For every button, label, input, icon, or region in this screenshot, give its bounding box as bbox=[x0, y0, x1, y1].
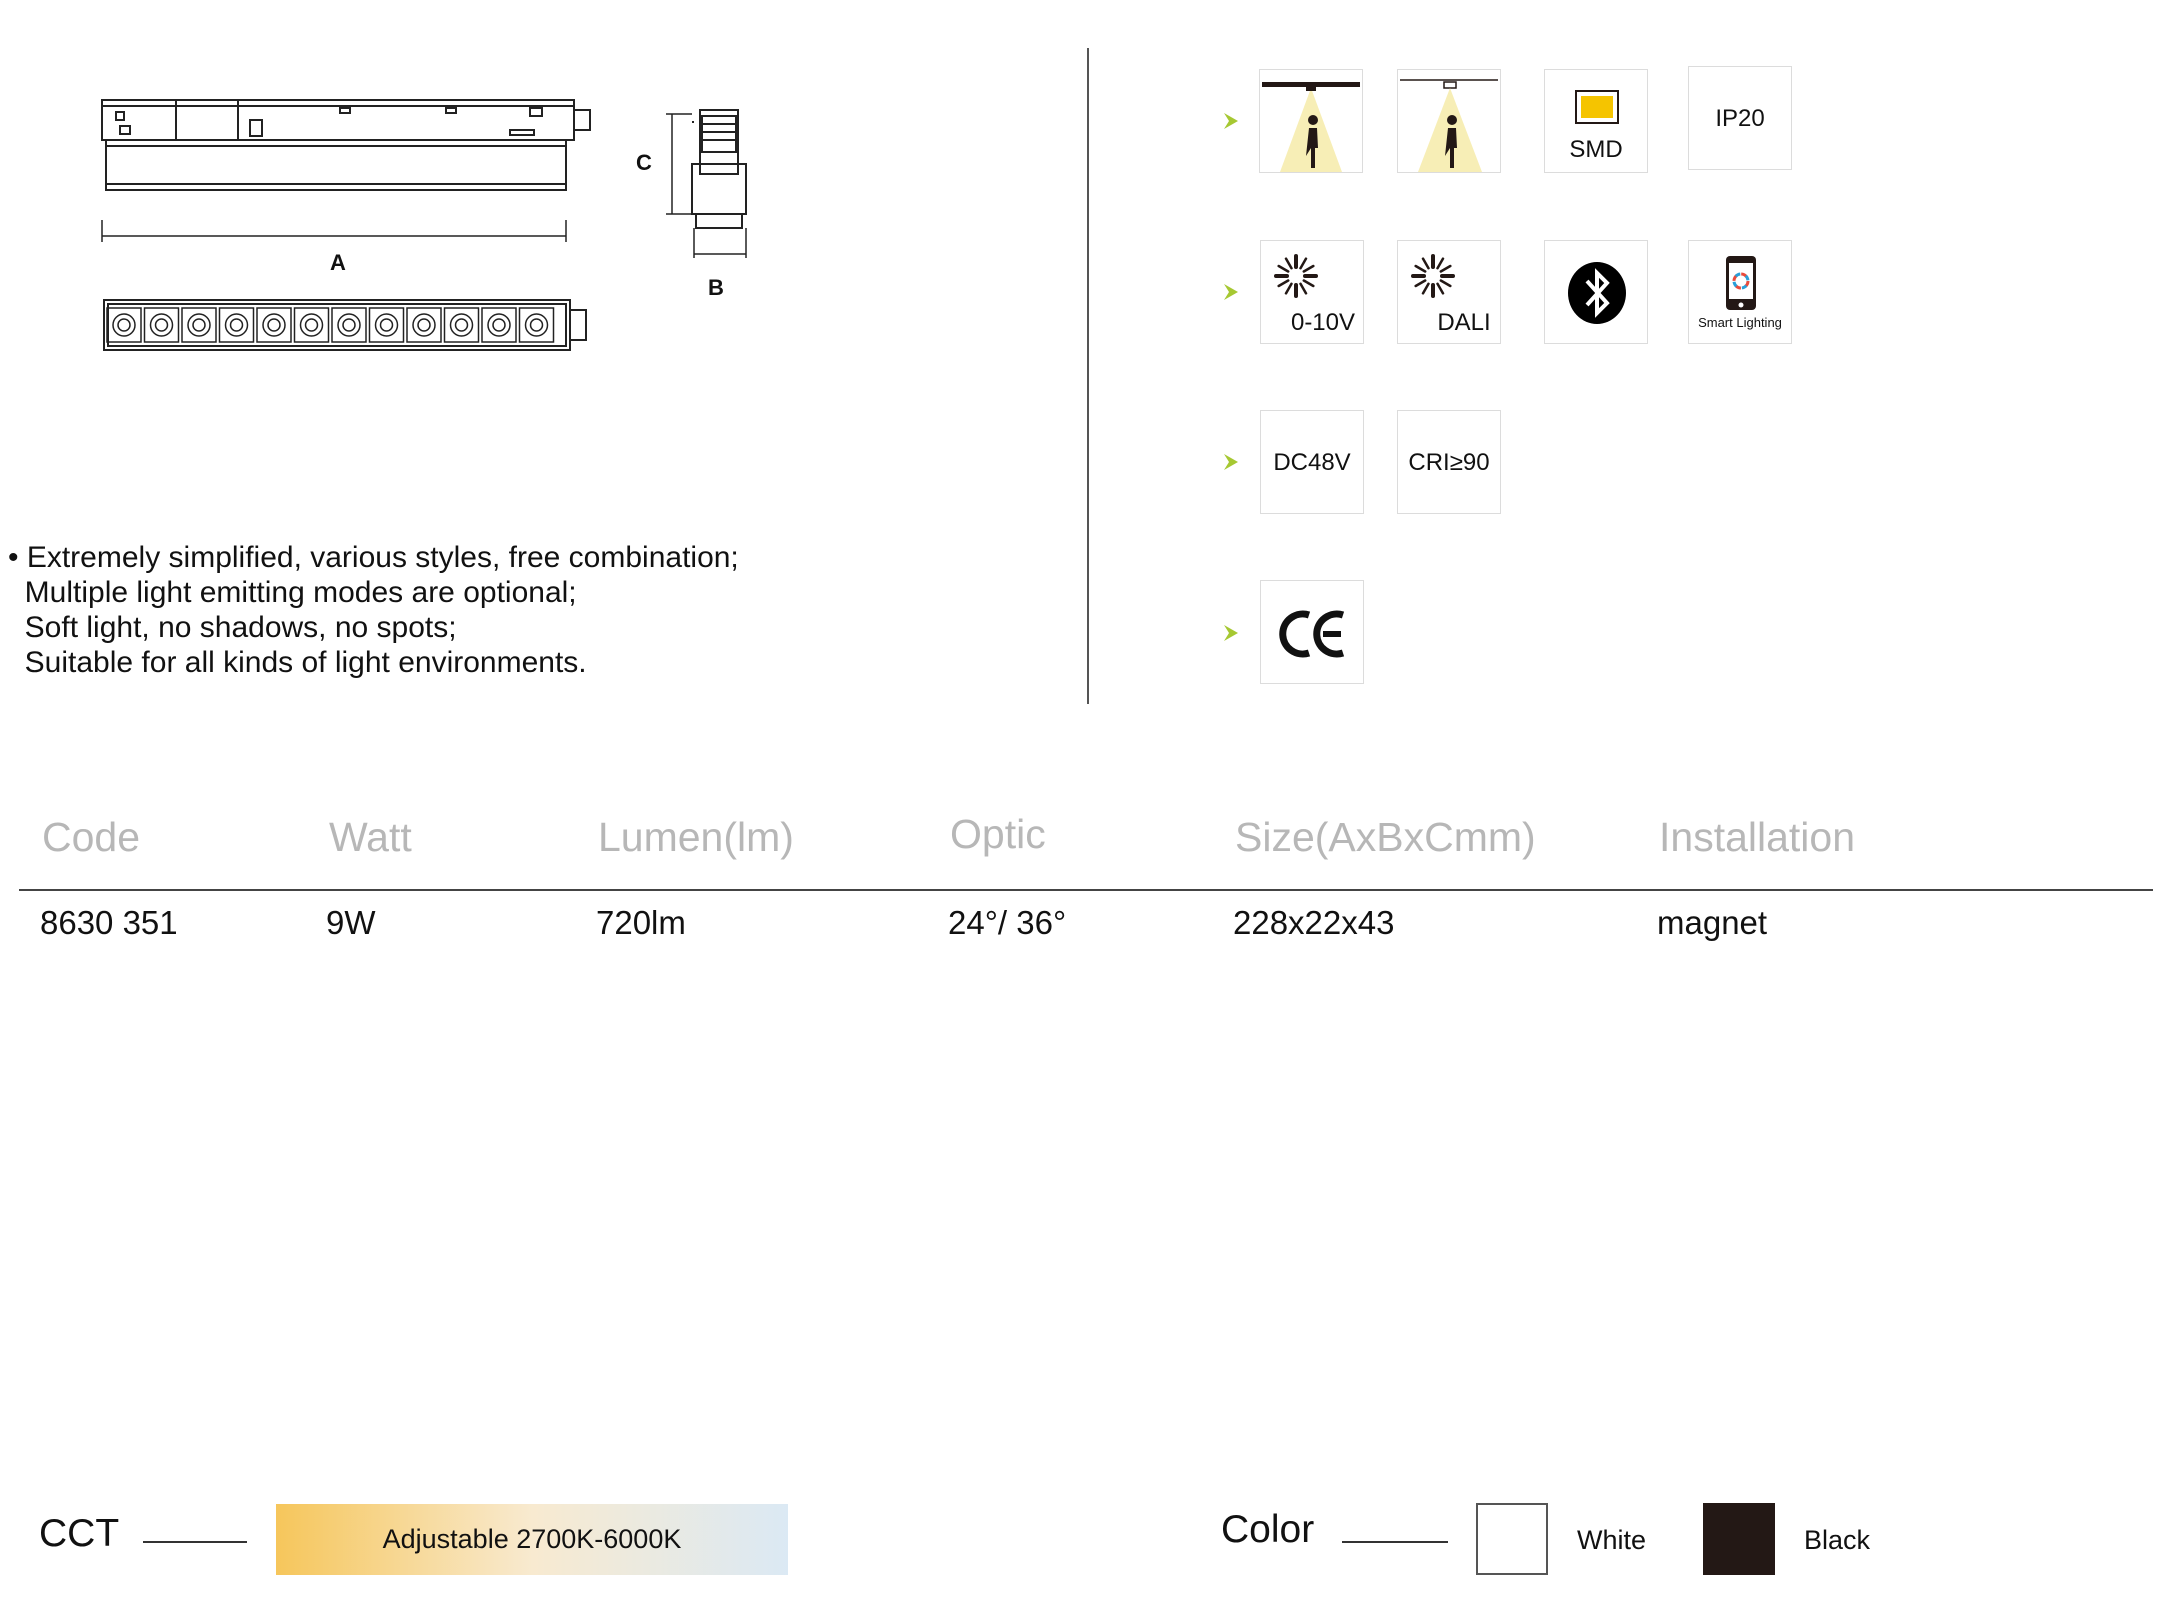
cell-installation: magnet bbox=[1657, 904, 1768, 941]
row-arrow-icon bbox=[1222, 282, 1240, 302]
spinner-tick bbox=[1301, 259, 1307, 269]
spinner-tick bbox=[1438, 259, 1444, 269]
spinner-tick bbox=[1286, 284, 1292, 294]
lens-ring bbox=[301, 314, 323, 336]
spinner-tick bbox=[1279, 281, 1289, 287]
dimension-b bbox=[694, 228, 746, 258]
dimmer-spinner-icon bbox=[1408, 251, 1458, 301]
voltage-icon bbox=[1260, 410, 1364, 514]
lens-cell bbox=[182, 308, 216, 342]
side-view bbox=[102, 100, 590, 190]
spinner-tick bbox=[1304, 281, 1314, 287]
spinner-tick bbox=[1279, 266, 1289, 272]
lens-ring bbox=[493, 319, 505, 331]
lens-ring bbox=[193, 319, 205, 331]
dimmer-0-10v-label: 0-10V bbox=[1290, 309, 1356, 336]
bluetooth-icon bbox=[1544, 240, 1648, 344]
lens-ring bbox=[418, 319, 430, 331]
dimmer-0-10v-icon bbox=[1260, 240, 1364, 344]
end-view bbox=[692, 110, 746, 228]
spinner-tick bbox=[1304, 266, 1314, 272]
color-name-white: White bbox=[1577, 1525, 1647, 1555]
spinner-tick bbox=[1416, 266, 1426, 272]
lens-ring bbox=[526, 314, 548, 336]
lens-ring bbox=[376, 314, 398, 336]
dimension-a bbox=[102, 220, 566, 242]
dimmer-dali-icon bbox=[1397, 240, 1501, 344]
lens-cell bbox=[520, 308, 554, 342]
lens-cell bbox=[332, 308, 366, 342]
lens-ring bbox=[488, 314, 510, 336]
ip-rating-icon bbox=[1688, 66, 1792, 170]
spinner-tick bbox=[1441, 281, 1451, 287]
color-swatch-black bbox=[1703, 1503, 1775, 1575]
product-technical-drawing bbox=[90, 90, 770, 360]
lens-ring bbox=[118, 319, 130, 331]
lens-ring bbox=[226, 314, 248, 336]
ip-rating-label: IP20 bbox=[1715, 105, 1765, 132]
color-swatch-white bbox=[1476, 1503, 1548, 1575]
lens-ring bbox=[263, 314, 285, 336]
spinner-tick bbox=[1423, 259, 1429, 269]
spinner-tick bbox=[1438, 284, 1444, 294]
smart-lighting-label: Smart Lighting bbox=[1698, 315, 1782, 330]
lens-cell bbox=[370, 308, 404, 342]
spinner-tick bbox=[1423, 284, 1429, 294]
spinner-tick bbox=[1301, 284, 1307, 294]
smart-lighting-icon bbox=[1688, 240, 1792, 344]
feature-line: Suitable for all kinds of light environments. bbox=[8, 646, 587, 679]
lens-cell bbox=[407, 308, 441, 342]
row-arrow-icon bbox=[1222, 623, 1240, 643]
dimension-b-label: B bbox=[708, 275, 724, 300]
lens-ring bbox=[231, 319, 243, 331]
row-arrow-icon bbox=[1222, 452, 1240, 472]
cell-code: 8630 351 bbox=[40, 904, 178, 941]
feature-line: Multiple light emitting modes are optional; bbox=[8, 576, 577, 609]
cct-value: Adjustable 2700K-6000K bbox=[382, 1524, 682, 1554]
dimmer-dali-label: DALI bbox=[1437, 309, 1491, 336]
track-light-icon bbox=[1259, 69, 1363, 173]
smd-label: SMD bbox=[1569, 136, 1623, 163]
cell-watt: 9W bbox=[326, 904, 376, 941]
lens-ring bbox=[268, 319, 280, 331]
column-header-lumen: Lumen(lm) bbox=[598, 814, 794, 860]
spinner-tick bbox=[1441, 266, 1451, 272]
column-header-optic: Optic bbox=[950, 811, 1046, 857]
vertical-divider bbox=[1087, 48, 1089, 704]
lens-cell bbox=[445, 308, 479, 342]
color-label: Color bbox=[1221, 1508, 1315, 1551]
ce-mark-icon bbox=[1260, 580, 1364, 684]
feature-description bbox=[8, 540, 739, 680]
lens-ring bbox=[156, 319, 168, 331]
lens-ring bbox=[306, 319, 318, 331]
cri-icon bbox=[1397, 410, 1501, 514]
cct-label: CCT bbox=[39, 1512, 120, 1555]
spinner-tick bbox=[1286, 259, 1292, 269]
feature-line: • Extremely simplified, various styles, free combination; bbox=[8, 541, 739, 574]
smd-chip-icon bbox=[1544, 69, 1648, 173]
cell-lumen: 720lm bbox=[596, 904, 686, 941]
lens-ring bbox=[343, 319, 355, 331]
surface-light-icon bbox=[1397, 69, 1501, 173]
lens-ring bbox=[413, 314, 435, 336]
lens-ring bbox=[381, 319, 393, 331]
dimmer-spinner-icon bbox=[1271, 251, 1321, 301]
feature-line: Soft light, no shadows, no spots; bbox=[8, 611, 457, 644]
lens-ring bbox=[451, 314, 473, 336]
lens-cell bbox=[295, 308, 329, 342]
lens-cell bbox=[482, 308, 516, 342]
column-header-size: Size(AxBxCmm) bbox=[1235, 814, 1536, 860]
lens-cell bbox=[107, 308, 141, 342]
row-arrow-icon bbox=[1222, 111, 1240, 131]
lens-cell bbox=[145, 308, 179, 342]
table-divider bbox=[19, 889, 2153, 891]
color-name-black: Black bbox=[1804, 1525, 1871, 1555]
dimension-c-label: C bbox=[636, 150, 652, 175]
cell-size: 228x22x43 bbox=[1233, 904, 1395, 941]
cct-gradient-bar bbox=[276, 1504, 788, 1575]
lens-cell bbox=[257, 308, 291, 342]
column-header-code: Code bbox=[42, 814, 141, 860]
front-view-lenses bbox=[107, 308, 554, 342]
column-header-installation: Installation bbox=[1659, 814, 1856, 860]
dimension-c bbox=[666, 114, 692, 214]
spinner-tick bbox=[1416, 281, 1426, 287]
dimension-a-label: A bbox=[330, 250, 346, 275]
cri-label: CRI≥90 bbox=[1408, 449, 1490, 476]
lens-ring bbox=[151, 314, 173, 336]
column-header-watt: Watt bbox=[329, 814, 412, 860]
color-dash bbox=[1342, 1541, 1448, 1543]
lens-cell bbox=[220, 308, 254, 342]
lens-ring bbox=[188, 314, 210, 336]
lens-ring bbox=[113, 314, 135, 336]
cell-optic: 24°/ 36° bbox=[948, 904, 1067, 941]
lens-ring bbox=[456, 319, 468, 331]
lens-ring bbox=[531, 319, 543, 331]
lens-ring bbox=[338, 314, 360, 336]
cct-dash bbox=[143, 1541, 247, 1543]
voltage-label: DC48V bbox=[1273, 449, 1351, 476]
